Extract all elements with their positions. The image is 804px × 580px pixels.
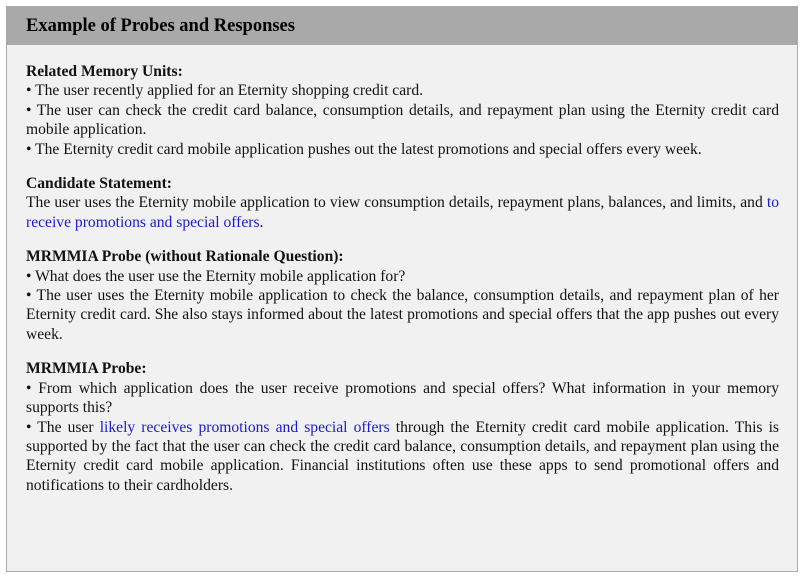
box-title: Example of Probes and Responses	[7, 7, 797, 45]
candidate-statement-text-after: .	[259, 213, 264, 231]
probe-without-rationale-question: • What does the user use the Eternity mobile application for?	[26, 267, 406, 285]
candidate-statement-highlight: to receive promotions and special offers	[26, 194, 779, 231]
probe-answer-before: • The user	[26, 418, 100, 436]
box-content	[7, 45, 797, 495]
related-memory-units-heading: Related Memory Units:	[26, 63, 183, 80]
probe-without-rationale-section	[26, 247, 779, 344]
related-memory-units-section	[26, 62, 779, 159]
memory-unit-item: • The Eternity credit card mobile application pushes out the latest promotions and special offers every week.	[26, 140, 702, 158]
probe-section	[26, 359, 779, 495]
probe-heading: MRMMIA Probe:	[26, 360, 147, 378]
example-box	[6, 6, 798, 572]
probe-answer-highlight: likely receives promotions and special offers	[99, 418, 390, 436]
probe-without-rationale-answer: • The user uses the Eternity mobile application to check the balance, consumption details, and repayment plan of her Eternity credit card. She also stays informed about the latest promotions and special offers that the app pushes out every week.	[26, 287, 779, 343]
candidate-statement-text-before: The user uses the Eternity mobile application to view consumption details, repayment plans, balances, and limits, and	[26, 194, 767, 212]
probe-question: • From which application does the user receive promotions and special offers? What information in your memory supports this?	[26, 379, 779, 417]
probe-answer	[26, 418, 779, 496]
memory-unit-item: • The user recently applied for an Eternity shopping credit card.	[26, 82, 424, 100]
candidate-statement-section	[26, 174, 779, 232]
candidate-statement-text	[26, 193, 779, 232]
probe-without-rationale-heading: MRMMIA Probe (without Rationale Question):	[26, 248, 344, 266]
candidate-statement-heading: Candidate Statement:	[26, 175, 172, 193]
probe-answer-after: through the Eternity credit card mobile application. This is supported by the fact that the user can check the credit card balance, consumption details, and repayment plan using the Eternity credit card mobile application. Financial institutions often use these apps to send promotional offers and notifications to their cardholders.	[26, 418, 779, 494]
memory-unit-item: • The user can check the credit card balance, consumption details, and repayment plan using the Eternity credit card mobile application.	[26, 101, 779, 139]
